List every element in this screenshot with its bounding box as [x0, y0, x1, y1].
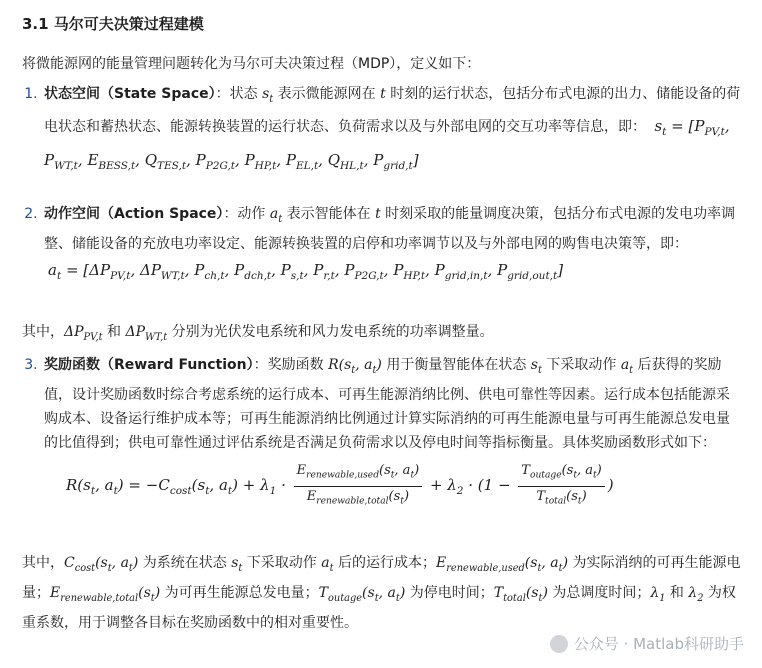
watermark	[550, 633, 744, 654]
note-between: 其中，$\Delta P_{PV,t}$ 和 $\Delta P_{WT,t}$ 分别为光伏发电系统和风力发电系统的功率调整量。	[22, 323, 494, 343]
list-item-state-space	[42, 82, 742, 180]
term-action-space: 动作空间（Action Space）	[44, 205, 224, 222]
section-title: 3.1 马尔可夫决策过程建模	[22, 15, 204, 33]
var-s-t: $s_t$	[262, 86, 274, 105]
wechat-icon	[550, 635, 568, 653]
var-t: t	[380, 86, 386, 102]
action-equation: $a_t = [\Delta P_{PV,t}$, $\Delta P_{WT,t}$, $P_{ch,t}$, $P_{dch,t}$, $P_{s,t}$, $P_{r,t}$, $P_{P2G,t}$, $P_{HP,t}$, $P_{grid,in,t}$, $P_{grid,out,t}$]	[48, 260, 564, 282]
state-pre: ：状态	[215, 86, 263, 102]
action-pre: ：动作	[223, 205, 270, 222]
footer-paragraph: 其中，$C_{cost}(s_t$, $a_t$) 为系统在状态 $s_t$ 下采取动作 $a_t$ 后的运行成本；$E_{renewable,used}(s_t$, $a_t$) 为实际消纳的可再生能源电量；$E_{renewable,total}(s_t)$ 为可再生能源总发电量；$T_{outage}(s_t$, $a_t$) 为停电时间；$T_{total}(s_t)$ 为总调度时间；$\lambda_1$ 和 $\lambda_2$ 为权重系数，用于调整各目标在奖励函数中的相对重要性。	[22, 555, 741, 631]
action-text: 时刻采取的能量调度决策，包括分布式电源的发电功率调整、储能设备的充放电功率设定、能源转换装置的启停和功率调节以及与外部电网的购售电决策等，即：	[44, 205, 736, 252]
list-item-action-space	[42, 202, 742, 290]
action-mid: 表示智能体在	[282, 205, 376, 222]
state-text: 时刻的运行状态，包括分布式电源的出力、储能设备的荷电状态和蓄热状态、能源转换装置的运行状态、负荷需求以及与外部电网的交互功率等信息，即：	[44, 86, 741, 135]
term-state-space: 状态空间（State Space）	[44, 86, 216, 102]
state-mid: 表示微能源网在	[273, 86, 381, 102]
var-a-t: $a_t$	[269, 205, 283, 225]
reward-list	[22, 353, 742, 511]
var-t-2: t	[375, 205, 381, 222]
intro-paragraph: 将微能源网的能量管理问题转化为马尔可夫决策过程（MDP），定义如下：	[22, 56, 481, 72]
state-equation: $s_t = [P_{PV,t}$, $P_{WT,t}$, $E_{BESS,t}$, $Q_{TES,t}$, $P_{P2G,t}$, $P_{HP,t}$, $P_{EL,t}$, $Q_{HL,t}$, $P_{grid,t}$]	[44, 116, 730, 172]
list-item-reward: 3. 奖励函数（Reward Function）：奖励函数 $R(s_t$, $a_t$) 用于衡量智能体在状态 $s_t$ 下采取动作 $a_t$ 后获得的奖励值，设计奖励函数时综合考虑系统的运行成本、可再生能源消纳比例、供电可靠性等因素。运行成本包括能源采购成本、设备运行维护成本等；可再生能源消纳比例通过计算实际消纳的可再生能源电量与可再生能源总发电量的比值得到；供电可靠性通过评估系统是否满足负荷需求以及停电时间等指标衡量。具体奖励函数形式如下： $R(s_t$, $a_t) = -C_{cost}(s_t$, $a_t) + \lambda_1$ · $\frac{E_{renewable,used}(s_t, a_t)}{E_{renewable,total}(s_t)}$ + $\lambda_2 \cdot (1$ − $\frac{T_{outage}(s_t, a_t)}{T_{total}(s_t)}$ )	[42, 353, 742, 511]
term-reward: 奖励函数（Reward Function）	[44, 357, 254, 374]
definition-list	[22, 82, 742, 290]
reward-text: 后获得的奖励值，设计奖励函数时综合考虑系统的运行成本、可再生能源消纳比例、供电可靠性等因素。运行成本包括能源采购成本、设备运行维护成本等；可再生能源消纳比例通过计算实际消纳的可再生能源电量与可再生能源总发电量的比值得到；供电可靠性通过评估系统是否满足负荷需求以及停电时间等指标衡量。具体奖励函数形式如下：	[44, 357, 730, 452]
document	[22, 10, 742, 635]
watermark-text: 公众号 · Matlab科研助手	[573, 635, 744, 653]
reward-equation: $R(s_t$, $a_t) = -C_{cost}(s_t$, $a_t) + \lambda_1$ · $\frac{E_{renewable,used}(s_t, a_t)}{E_{renewable,total}(s_t)}$ + $\lambda_2 \cdot (1$ − $\frac{T_{outage}(s_t, a_t)}{T_{total}(s_t)}$ )	[66, 463, 614, 507]
